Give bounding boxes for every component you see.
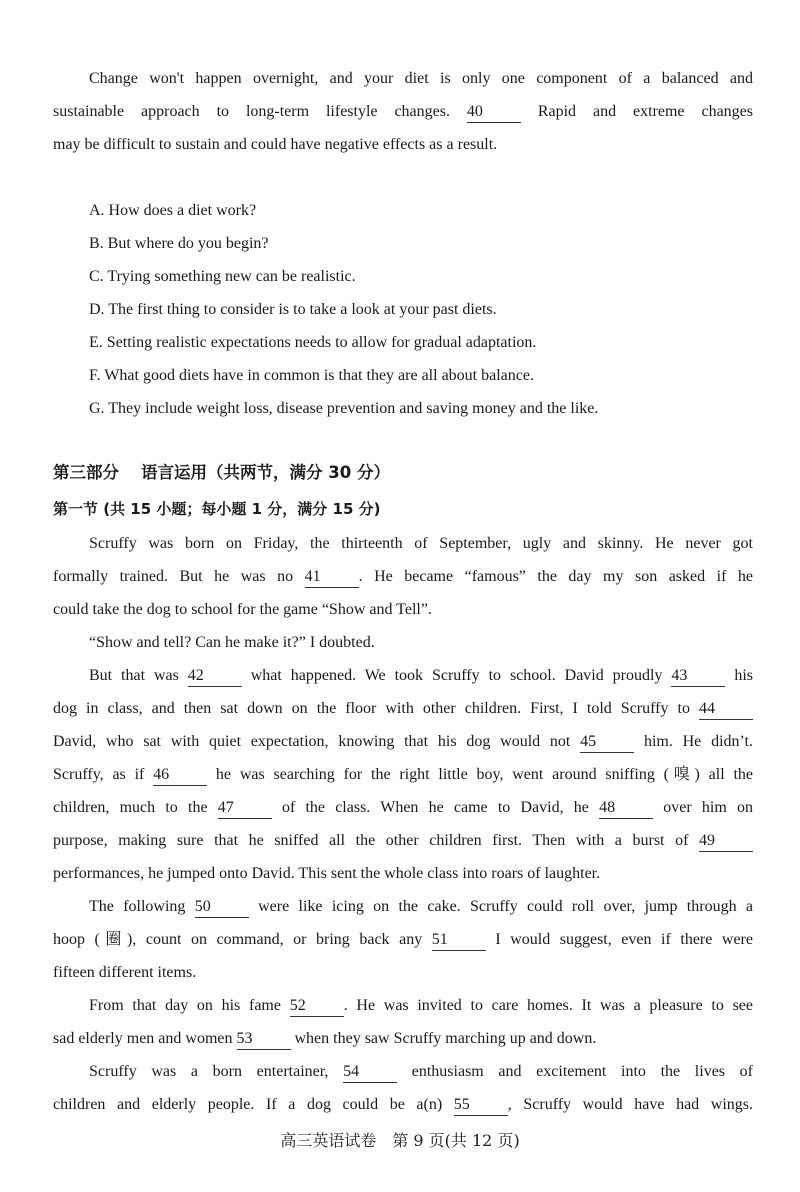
text-line [53, 857, 753, 890]
text-segment: could take the dog to school for the game “Show and Tell”. [53, 601, 432, 618]
text-line [53, 824, 753, 857]
spacer [53, 161, 753, 194]
text-line [53, 725, 753, 758]
text-segment: hoop (圈), count on command, or bring back any [53, 931, 432, 948]
options-list [53, 194, 753, 425]
text-segment: fifteen different items. [53, 964, 197, 981]
text-segment: sustainable approach to long-term lifestyle changes. [53, 103, 467, 120]
text-segment: I would suggest, even if there were [485, 931, 753, 948]
part-title: 第三部分 [53, 463, 119, 482]
text-segment: C. Trying something new can be realistic. [89, 268, 356, 285]
option-a [53, 194, 753, 227]
answer-blank-49[interactable]: 49 [699, 831, 753, 852]
text-segment: him. He didn’t. [634, 733, 753, 750]
cloze-paragraph [53, 527, 753, 626]
page-footer: 高三英语试卷 第 9 页(共 12 页) [280, 1131, 520, 1150]
answer-blank-40[interactable]: 40 [467, 102, 521, 123]
text-line [53, 791, 753, 824]
answer-blank-42[interactable]: 42 [188, 666, 242, 687]
text-segment: D. The first thing to consider is to take a look at your past diets. [89, 301, 497, 318]
cloze-paragraph [53, 1055, 753, 1121]
option-d [53, 293, 753, 326]
text-line [53, 1055, 753, 1088]
text-segment: performances, he jumped onto David. This sent the whole class into roars of laughter. [53, 865, 601, 882]
exam-page [53, 62, 753, 1121]
answer-blank-51[interactable]: 51 [432, 930, 486, 951]
text-segment: sad elderly men and women [53, 1030, 237, 1047]
text-segment: But that was [89, 667, 188, 684]
text-segment: formally trained. But he was no [53, 568, 305, 585]
answer-blank-41[interactable]: 41 [305, 567, 359, 588]
answer-blank-44[interactable]: 44 [699, 699, 753, 720]
text-line [53, 62, 753, 95]
text-segment: purpose, making sure that he sniffed all the other children first. Then with a burst of [53, 832, 699, 849]
text-segment: The following [89, 898, 195, 915]
answer-blank-54[interactable]: 54 [343, 1062, 397, 1083]
text-segment: children and elderly people. If a dog could be a(n) [53, 1096, 454, 1113]
text-segment: A. How does a diet work? [89, 202, 257, 219]
text-segment: B. But where do you begin? [89, 235, 269, 252]
text-segment: . He became “famous” the day my son asked if he [358, 568, 753, 585]
text-line [53, 560, 753, 593]
text-segment: enthusiasm and excitement into the lives of [397, 1063, 754, 1080]
cloze-paragraph [53, 890, 753, 989]
text-segment: were like icing on the cake. Scruffy could roll over, jump through a [248, 898, 754, 915]
cloze-paragraph [53, 989, 753, 1055]
answer-blank-53[interactable]: 53 [237, 1029, 291, 1050]
text-line [53, 989, 753, 1022]
subsection-heading: 第一节 (共 15 小题；每小题 1 分，满分 15 分) [53, 500, 381, 518]
text-line [53, 956, 753, 989]
cloze-passage [53, 527, 753, 1121]
text-segment: Scruffy was a born entertainer, [89, 1063, 344, 1080]
text-segment: , Scruffy would have had wings. [507, 1096, 753, 1113]
text-segment: over him on [653, 799, 753, 816]
text-segment: what happened. We took Scruffy to school. David proudly [241, 667, 672, 684]
text-segment: Scruffy, as if [53, 766, 154, 783]
text-line [53, 626, 753, 659]
option-f [53, 359, 753, 392]
text-segment: David, who sat with quiet expectation, knowing that his dog would not [53, 733, 581, 750]
option-e [53, 326, 753, 359]
text-segment: Scruffy was born on Friday, the thirteenth of September, ugly and skinny. He never got [89, 535, 753, 552]
option-c [53, 260, 753, 293]
answer-blank-55[interactable]: 55 [454, 1095, 508, 1116]
text-segment: E. Setting realistic expectations needs to allow for gradual adaptation. [89, 334, 537, 351]
answer-blank-52[interactable]: 52 [290, 996, 344, 1017]
text-line [53, 758, 753, 791]
answer-blank-48[interactable]: 48 [599, 798, 653, 819]
text-line [53, 692, 753, 725]
cloze-paragraph [53, 626, 753, 659]
text-segment: F. What good diets have in common is that they are all about balance. [89, 367, 534, 384]
option-b [53, 227, 753, 260]
text-segment: . He was invited to care homes. It was a pleasure to see [343, 997, 753, 1014]
text-line [53, 1022, 753, 1055]
answer-blank-46[interactable]: 46 [153, 765, 207, 786]
text-segment: Change won't happen overnight, and your diet is only one component of a balanced and [89, 70, 753, 87]
text-segment: his [725, 667, 753, 684]
text-segment: he was searching for the right little boy, went around sniffing (嗅) all the [207, 766, 753, 783]
text-segment: G. They include weight loss, disease prevention and saving money and the like. [89, 400, 599, 417]
cloze-paragraph [53, 659, 753, 890]
text-line [53, 95, 753, 128]
text-line [53, 128, 753, 161]
passage-end-paragraph [53, 62, 753, 161]
text-segment: From that day on his fame [89, 997, 290, 1014]
option-g [53, 392, 753, 425]
text-line [53, 923, 753, 956]
answer-blank-47[interactable]: 47 [218, 798, 272, 819]
part-heading [53, 455, 753, 491]
text-segment: may be difficult to sustain and could have negative effects as a result. [53, 136, 498, 153]
text-segment: children, much to the [53, 799, 218, 816]
text-line [53, 593, 753, 626]
text-segment: Rapid and extreme changes [520, 103, 753, 120]
answer-blank-50[interactable]: 50 [195, 897, 249, 918]
text-segment: when they saw Scruffy marching up and down. [290, 1030, 597, 1047]
text-line [53, 659, 753, 692]
text-line [53, 890, 753, 923]
answer-blank-45[interactable]: 45 [580, 732, 634, 753]
text-segment: dog in class, and then sat down on the floor with other children. First, I told Scruffy to [53, 700, 699, 717]
answer-blank-43[interactable]: 43 [671, 666, 725, 687]
text-segment: of the class. When he came to David, he [271, 799, 600, 816]
text-line [53, 527, 753, 560]
part-subtitle: 语言运用（共两节，满分 30 分） [141, 463, 390, 482]
text-line [53, 1088, 753, 1121]
text-segment: “Show and tell? Can he make it?” I doubted. [89, 634, 375, 651]
